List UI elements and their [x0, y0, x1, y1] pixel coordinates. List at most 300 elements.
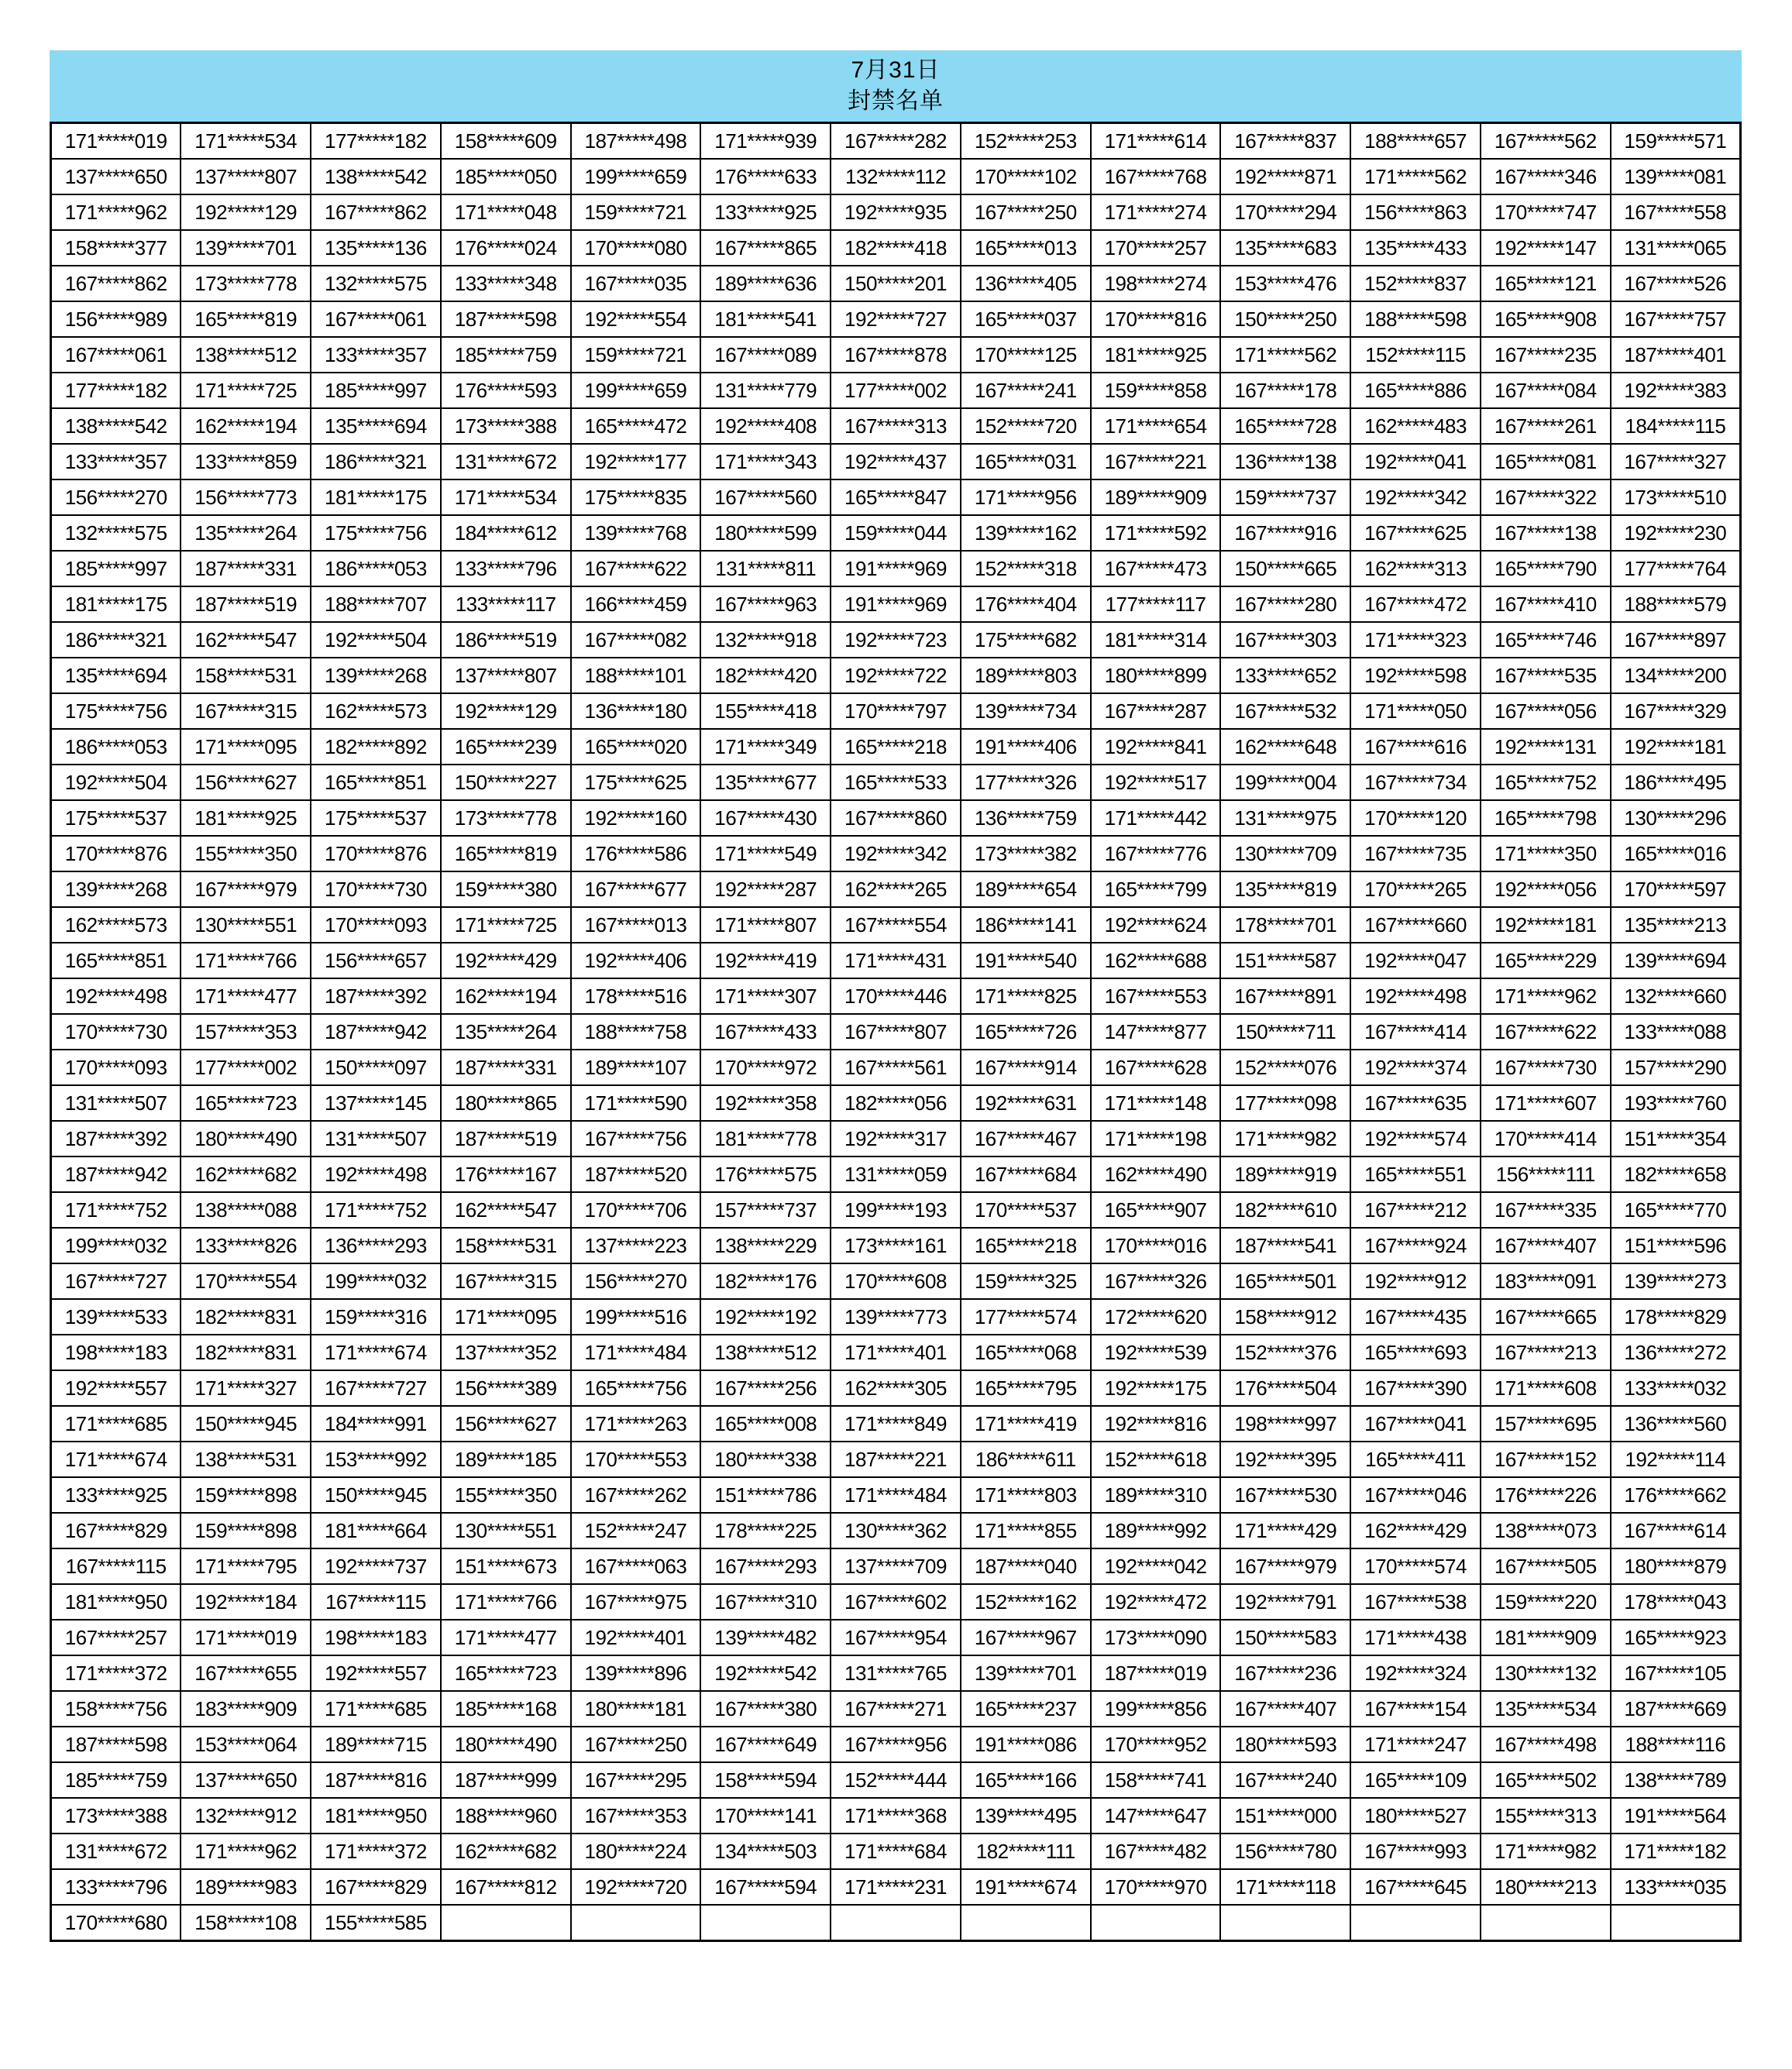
- phone-cell: 150*****945: [311, 1477, 441, 1513]
- phone-cell: 192*****504: [311, 622, 441, 658]
- phone-cell: 187*****401: [1611, 337, 1741, 373]
- phone-cell: 156*****111: [1481, 1157, 1611, 1192]
- phone-cell: 167*****829: [51, 1513, 181, 1548]
- title-date: 7月31日: [851, 57, 941, 83]
- phone-cell: 137*****709: [831, 1548, 961, 1584]
- phone-cell: 167*****327: [1611, 444, 1741, 479]
- phone-cell: 135*****683: [1220, 230, 1350, 266]
- phone-cell: 167*****862: [51, 266, 181, 301]
- phone-cell: 192*****358: [700, 1085, 831, 1121]
- phone-cell: 171*****725: [181, 373, 311, 408]
- phone-cell: 165*****851: [51, 943, 181, 978]
- phone-cell: 192*****160: [571, 800, 701, 836]
- phone-cell: 133*****348: [441, 266, 571, 301]
- table-row: [51, 943, 1741, 978]
- phone-cell: 162*****194: [441, 978, 571, 1014]
- phone-cell: 170*****816: [1091, 301, 1221, 337]
- phone-cell: 177*****098: [1220, 1085, 1350, 1121]
- phone-cell: 181*****950: [311, 1798, 441, 1834]
- table-row: [51, 551, 1741, 586]
- phone-cell: 175*****682: [961, 622, 1091, 658]
- phone-cell: 167*****560: [700, 479, 831, 515]
- phone-cell: 176*****593: [441, 373, 571, 408]
- ban-table: [50, 122, 1742, 1942]
- phone-cell: 177*****764: [1611, 551, 1741, 586]
- phone-cell: 192*****542: [700, 1655, 831, 1691]
- phone-cell: 162*****688: [1091, 943, 1221, 978]
- phone-cell: 176*****167: [441, 1157, 571, 1192]
- phone-cell: 199*****004: [1220, 765, 1350, 800]
- table-row: [51, 408, 1741, 444]
- phone-cell: 165*****008: [700, 1406, 831, 1442]
- phone-cell: 167*****954: [831, 1620, 961, 1655]
- phone-cell: 171*****534: [181, 123, 311, 160]
- phone-cell: 192*****554: [571, 301, 701, 337]
- phone-cell: 139*****162: [961, 515, 1091, 551]
- phone-cell: 171*****484: [571, 1335, 701, 1370]
- phone-cell: 136*****138: [1220, 444, 1350, 479]
- phone-cell: 165*****728: [1220, 408, 1350, 444]
- phone-cell: 192*****406: [571, 943, 701, 978]
- phone-cell: 189*****654: [961, 871, 1091, 907]
- phone-cell: 182*****420: [700, 658, 831, 693]
- phone-cell: 187*****520: [571, 1157, 701, 1192]
- phone-cell: 162*****648: [1220, 729, 1350, 765]
- table-row: [51, 1869, 1741, 1905]
- phone-cell: 192*****374: [1350, 1050, 1481, 1085]
- phone-cell: 137*****352: [441, 1335, 571, 1370]
- phone-cell: 152*****376: [1220, 1335, 1350, 1370]
- phone-cell: 171*****438: [1350, 1620, 1481, 1655]
- phone-cell: 188*****960: [441, 1798, 571, 1834]
- phone-cell: 156*****780: [1220, 1834, 1350, 1869]
- phone-cell: 167*****061: [51, 337, 181, 373]
- phone-cell: 167*****105: [1611, 1655, 1741, 1691]
- phone-cell: 171*****095: [441, 1299, 571, 1335]
- phone-cell: 171*****019: [181, 1620, 311, 1655]
- phone-cell: 186*****519: [441, 622, 571, 658]
- phone-cell: 167*****046: [1350, 1477, 1481, 1513]
- phone-cell: 187*****392: [311, 978, 441, 1014]
- phone-cell: 167*****472: [1350, 586, 1481, 622]
- phone-cell: 167*****807: [831, 1014, 961, 1050]
- phone-cell: 150*****227: [441, 765, 571, 800]
- phone-cell: 192*****342: [1350, 479, 1481, 515]
- phone-cell: 192*****129: [441, 693, 571, 729]
- phone-cell: 133*****796: [51, 1869, 181, 1905]
- table-row: [51, 729, 1741, 765]
- phone-cell: 167*****089: [700, 337, 831, 373]
- phone-cell: 159*****721: [571, 337, 701, 373]
- phone-cell: 162*****682: [181, 1157, 311, 1192]
- phone-cell: 165*****237: [961, 1691, 1091, 1727]
- phone-cell: 165*****851: [311, 765, 441, 800]
- phone-cell: 171*****368: [831, 1798, 961, 1834]
- phone-cell: 181*****664: [311, 1513, 441, 1548]
- phone-cell: 180*****865: [441, 1085, 571, 1121]
- phone-cell: 167*****628: [1091, 1050, 1221, 1085]
- phone-cell: 165*****847: [831, 479, 961, 515]
- phone-cell: 167*****924: [1350, 1228, 1481, 1263]
- phone-cell: 165*****109: [1350, 1762, 1481, 1798]
- phone-cell: 135*****534: [1481, 1691, 1611, 1727]
- phone-cell: 167*****677: [571, 871, 701, 907]
- phone-cell: 159*****571: [1611, 123, 1741, 160]
- phone-cell: 192*****177: [571, 444, 701, 479]
- phone-cell: 192*****624: [1091, 907, 1221, 943]
- phone-cell: 198*****997: [1220, 1406, 1350, 1442]
- phone-cell: 167*****335: [1481, 1192, 1611, 1228]
- phone-cell: 192*****517: [1091, 765, 1221, 800]
- phone-cell: 170*****257: [1091, 230, 1221, 266]
- phone-cell: 192*****935: [831, 194, 961, 230]
- phone-cell: 199*****659: [571, 373, 701, 408]
- phone-cell: 171*****766: [181, 943, 311, 978]
- phone-cell: 133*****035: [1611, 1869, 1741, 1905]
- phone-cell: 131*****672: [441, 444, 571, 479]
- phone-cell: 170*****093: [51, 1050, 181, 1085]
- phone-cell: 167*****407: [1481, 1228, 1611, 1263]
- phone-cell: 167*****625: [1350, 515, 1481, 551]
- phone-cell: 171*****685: [311, 1691, 441, 1727]
- phone-cell: 167*****498: [1481, 1727, 1611, 1762]
- phone-cell: 191*****969: [831, 551, 961, 586]
- phone-cell: 167*****390: [1350, 1370, 1481, 1406]
- phone-cell: 130*****362: [831, 1513, 961, 1548]
- phone-cell: 167*****115: [311, 1584, 441, 1620]
- phone-cell: 185*****050: [441, 159, 571, 194]
- phone-cell: 180*****490: [181, 1121, 311, 1157]
- phone-cell: 170*****747: [1481, 194, 1611, 230]
- phone-cell: 156*****773: [181, 479, 311, 515]
- phone-cell: 182*****610: [1220, 1192, 1350, 1228]
- phone-cell: 175*****537: [51, 800, 181, 836]
- phone-cell: 182*****831: [181, 1299, 311, 1335]
- phone-cell: 137*****807: [441, 658, 571, 693]
- table-row: [51, 1691, 1741, 1727]
- phone-cell: 130*****551: [181, 907, 311, 943]
- phone-cell: 198*****183: [311, 1620, 441, 1655]
- phone-cell: 178*****701: [1220, 907, 1350, 943]
- phone-cell: 150*****201: [831, 266, 961, 301]
- phone-cell: 173*****778: [441, 800, 571, 836]
- phone-cell: 151*****786: [700, 1477, 831, 1513]
- phone-cell: 155*****350: [181, 836, 311, 871]
- phone-cell: 165*****693: [1350, 1335, 1481, 1370]
- phone-cell: 180*****213: [1481, 1869, 1611, 1905]
- phone-cell: 177*****117: [1091, 586, 1221, 622]
- phone-cell: 139*****495: [961, 1798, 1091, 1834]
- table-row: [51, 194, 1741, 230]
- phone-cell: 177*****574: [961, 1299, 1091, 1335]
- phone-cell: 177*****182: [311, 123, 441, 160]
- phone-cell: 131*****779: [700, 373, 831, 408]
- phone-cell: 171*****956: [961, 479, 1091, 515]
- phone-cell: 162*****573: [51, 907, 181, 943]
- table-row: [51, 871, 1741, 907]
- phone-cell: 165*****037: [961, 301, 1091, 337]
- phone-cell: 147*****647: [1091, 1798, 1221, 1834]
- phone-cell: 139*****482: [700, 1620, 831, 1655]
- phone-cell: 167*****837: [1220, 123, 1350, 160]
- phone-cell: 167*****241: [961, 373, 1091, 408]
- phone-cell: [1611, 1905, 1741, 1941]
- phone-cell: 150*****583: [1220, 1620, 1350, 1655]
- phone-cell: 180*****338: [700, 1442, 831, 1477]
- phone-cell: 167*****727: [51, 1263, 181, 1299]
- phone-cell: 189*****715: [311, 1727, 441, 1762]
- phone-cell: 171*****766: [441, 1584, 571, 1620]
- phone-cell: 192*****841: [1091, 729, 1221, 765]
- phone-cell: 167*****963: [700, 586, 831, 622]
- phone-cell: 176*****226: [1481, 1477, 1611, 1513]
- phone-cell: 165*****502: [1481, 1762, 1611, 1798]
- phone-cell: 156*****270: [51, 479, 181, 515]
- phone-cell: 182*****418: [831, 230, 961, 266]
- phone-cell: 167*****645: [1350, 1869, 1481, 1905]
- phone-cell: 167*****084: [1481, 373, 1611, 408]
- phone-cell: 167*****313: [831, 408, 961, 444]
- phone-cell: 173*****090: [1091, 1620, 1221, 1655]
- phone-cell: 152*****837: [1350, 266, 1481, 301]
- phone-cell: 170*****446: [831, 978, 961, 1014]
- phone-cell: 170*****574: [1350, 1548, 1481, 1584]
- phone-cell: 165*****533: [831, 765, 961, 800]
- phone-cell: 167*****430: [700, 800, 831, 836]
- phone-cell: 188*****116: [1611, 1727, 1741, 1762]
- phone-cell: 139*****701: [181, 230, 311, 266]
- phone-cell: 175*****537: [311, 800, 441, 836]
- phone-cell: 167*****410: [1481, 586, 1611, 622]
- phone-cell: 192*****230: [1611, 515, 1741, 551]
- phone-cell: 173*****510: [1611, 479, 1741, 515]
- phone-cell: 133*****117: [441, 586, 571, 622]
- phone-cell: 180*****879: [1611, 1548, 1741, 1584]
- phone-cell: 156*****989: [51, 301, 181, 337]
- phone-cell: 171*****534: [441, 479, 571, 515]
- phone-cell: 134*****503: [700, 1834, 831, 1869]
- title-band: [50, 50, 1742, 122]
- phone-cell: 171*****608: [1481, 1370, 1611, 1406]
- phone-cell: 187*****669: [1611, 1691, 1741, 1727]
- phone-cell: 151*****673: [441, 1548, 571, 1584]
- phone-cell: 167*****035: [571, 266, 701, 301]
- phone-cell: 173*****382: [961, 836, 1091, 871]
- phone-cell: 167*****829: [311, 1869, 441, 1905]
- phone-cell: 170*****102: [961, 159, 1091, 194]
- phone-cell: 171*****484: [831, 1477, 961, 1513]
- phone-cell: 158*****609: [441, 123, 571, 160]
- phone-cell: 165*****229: [1481, 943, 1611, 978]
- phone-cell: 176*****504: [1220, 1370, 1350, 1406]
- phone-cell: 170*****553: [571, 1442, 701, 1477]
- phone-cell: 152*****720: [961, 408, 1091, 444]
- phone-cell: 152*****076: [1220, 1050, 1350, 1085]
- phone-cell: 171*****674: [311, 1335, 441, 1370]
- phone-cell: 186*****321: [51, 622, 181, 658]
- phone-cell: 181*****175: [311, 479, 441, 515]
- phone-cell: 136*****405: [961, 266, 1091, 301]
- phone-cell: 170*****952: [1091, 1727, 1221, 1762]
- phone-cell: 167*****303: [1220, 622, 1350, 658]
- phone-cell: 139*****268: [51, 871, 181, 907]
- phone-cell: 159*****898: [181, 1513, 311, 1548]
- phone-cell: 167*****250: [571, 1727, 701, 1762]
- phone-cell: 187*****221: [831, 1442, 961, 1477]
- phone-cell: 192*****181: [1481, 907, 1611, 943]
- table-row: [51, 586, 1741, 622]
- title-text: 封禁名单: [848, 88, 944, 114]
- phone-cell: 158*****912: [1220, 1299, 1350, 1335]
- phone-cell: 171*****372: [51, 1655, 181, 1691]
- phone-cell: 158*****108: [181, 1905, 311, 1941]
- phone-cell: 165*****081: [1481, 444, 1611, 479]
- phone-cell: 151*****354: [1611, 1121, 1741, 1157]
- phone-cell: 167*****665: [1481, 1299, 1611, 1335]
- phone-cell: 162*****305: [831, 1370, 961, 1406]
- phone-cell: 139*****896: [571, 1655, 701, 1691]
- phone-cell: 167*****282: [831, 123, 961, 160]
- table-row: [51, 1584, 1741, 1620]
- phone-cell: 167*****295: [571, 1762, 701, 1798]
- phone-cell: 182*****111: [961, 1834, 1091, 1869]
- phone-cell: 167*****346: [1481, 159, 1611, 194]
- phone-cell: 167*****482: [1091, 1834, 1221, 1869]
- phone-cell: 189*****983: [181, 1869, 311, 1905]
- phone-cell: 171*****477: [181, 978, 311, 1014]
- phone-cell: 153*****476: [1220, 266, 1350, 301]
- phone-cell: 167*****660: [1350, 907, 1481, 943]
- phone-cell: 192*****181: [1611, 729, 1741, 765]
- phone-cell: 167*****154: [1350, 1691, 1481, 1727]
- phone-cell: 187*****942: [51, 1157, 181, 1192]
- phone-cell: 131*****507: [51, 1085, 181, 1121]
- table-row: [51, 1513, 1741, 1548]
- phone-cell: 167*****526: [1611, 266, 1741, 301]
- phone-cell: 171*****419: [961, 1406, 1091, 1442]
- phone-cell: 171*****590: [571, 1085, 701, 1121]
- phone-cell: 192*****383: [1611, 373, 1741, 408]
- table-row: [51, 693, 1741, 729]
- phone-cell: 167*****414: [1350, 1014, 1481, 1050]
- phone-cell: 191*****540: [961, 943, 1091, 978]
- phone-cell: 156*****863: [1350, 194, 1481, 230]
- phone-cell: 181*****925: [181, 800, 311, 836]
- phone-cell: 138*****088: [181, 1192, 311, 1228]
- phone-cell: 170*****680: [51, 1905, 181, 1941]
- phone-cell: 199*****516: [571, 1299, 701, 1335]
- phone-cell: 167*****730: [1481, 1050, 1611, 1085]
- table-row: [51, 800, 1741, 836]
- phone-cell: 170*****141: [700, 1798, 831, 1834]
- phone-cell: 135*****264: [181, 515, 311, 551]
- phone-cell: 175*****756: [51, 693, 181, 729]
- phone-cell: 162*****265: [831, 871, 961, 907]
- table-row: [51, 765, 1741, 800]
- phone-cell: 151*****596: [1611, 1228, 1741, 1263]
- phone-cell: 139*****273: [1611, 1263, 1741, 1299]
- phone-cell: 167*****878: [831, 337, 961, 373]
- table-row: [51, 1050, 1741, 1085]
- phone-cell: 189*****310: [1091, 1477, 1221, 1513]
- phone-cell: 165*****501: [1220, 1263, 1350, 1299]
- phone-cell: 171*****592: [1091, 515, 1221, 551]
- phone-cell: 184*****612: [441, 515, 571, 551]
- phone-cell: 159*****737: [1220, 479, 1350, 515]
- phone-cell: 152*****618: [1091, 1442, 1221, 1477]
- phone-cell: 189*****803: [961, 658, 1091, 693]
- phone-cell: 137*****223: [571, 1228, 701, 1263]
- phone-cell: 171*****849: [831, 1406, 961, 1442]
- phone-cell: 192*****557: [51, 1370, 181, 1406]
- phone-cell: 193*****760: [1611, 1085, 1741, 1121]
- phone-cell: 171*****982: [1220, 1121, 1350, 1157]
- table-row: [51, 1335, 1741, 1370]
- phone-cell: 136*****560: [1611, 1406, 1741, 1442]
- table-row: [51, 123, 1741, 160]
- phone-cell: 170*****125: [961, 337, 1091, 373]
- phone-cell: 139*****268: [311, 658, 441, 693]
- table-row: [51, 1299, 1741, 1335]
- phone-cell: 171*****148: [1091, 1085, 1221, 1121]
- phone-cell: 167*****115: [51, 1548, 181, 1584]
- phone-cell: 167*****975: [571, 1584, 701, 1620]
- phone-cell: 192*****042: [1091, 1548, 1221, 1584]
- phone-cell: 171*****343: [700, 444, 831, 479]
- phone-cell: 192*****871: [1220, 159, 1350, 194]
- table-row: [51, 1727, 1741, 1762]
- phone-cell: 133*****925: [51, 1477, 181, 1513]
- phone-cell: 158*****741: [1091, 1762, 1221, 1798]
- phone-cell: 187*****040: [961, 1548, 1091, 1584]
- phone-cell: 152*****444: [831, 1762, 961, 1798]
- phone-cell: 185*****759: [441, 337, 571, 373]
- phone-cell: 167*****635: [1350, 1085, 1481, 1121]
- phone-cell: 171*****263: [571, 1406, 701, 1442]
- phone-cell: 133*****796: [441, 551, 571, 586]
- phone-cell: 138*****512: [700, 1335, 831, 1370]
- phone-cell: 167*****212: [1350, 1192, 1481, 1228]
- table-row: [51, 1442, 1741, 1477]
- phone-cell: 167*****467: [961, 1121, 1091, 1157]
- phone-cell: 192*****395: [1220, 1442, 1350, 1477]
- phone-cell: 167*****649: [700, 1727, 831, 1762]
- phone-cell: 131*****059: [831, 1157, 961, 1192]
- phone-cell: 167*****322: [1481, 479, 1611, 515]
- table-row: [51, 658, 1741, 693]
- phone-cell: 167*****013: [571, 907, 701, 943]
- phone-cell: 171*****050: [1350, 693, 1481, 729]
- phone-cell: 175*****756: [311, 515, 441, 551]
- phone-cell: 192*****419: [700, 943, 831, 978]
- phone-cell: 150*****097: [311, 1050, 441, 1085]
- phone-cell: 150*****711: [1220, 1014, 1350, 1050]
- phone-cell: 167*****315: [181, 693, 311, 729]
- phone-cell: 155*****585: [311, 1905, 441, 1941]
- phone-cell: 187*****392: [51, 1121, 181, 1157]
- phone-cell: 167*****916: [1220, 515, 1350, 551]
- table-row: [51, 978, 1741, 1014]
- phone-cell: 191*****564: [1611, 1798, 1741, 1834]
- phone-cell: 139*****734: [961, 693, 1091, 729]
- ban-list-sheet: [50, 50, 1742, 1942]
- phone-cell: 198*****274: [1091, 266, 1221, 301]
- phone-cell: 132*****575: [51, 515, 181, 551]
- phone-cell: 136*****272: [1611, 1335, 1741, 1370]
- phone-cell: 152*****162: [961, 1584, 1091, 1620]
- phone-cell: 173*****161: [831, 1228, 961, 1263]
- phone-cell: 167*****435: [1350, 1299, 1481, 1335]
